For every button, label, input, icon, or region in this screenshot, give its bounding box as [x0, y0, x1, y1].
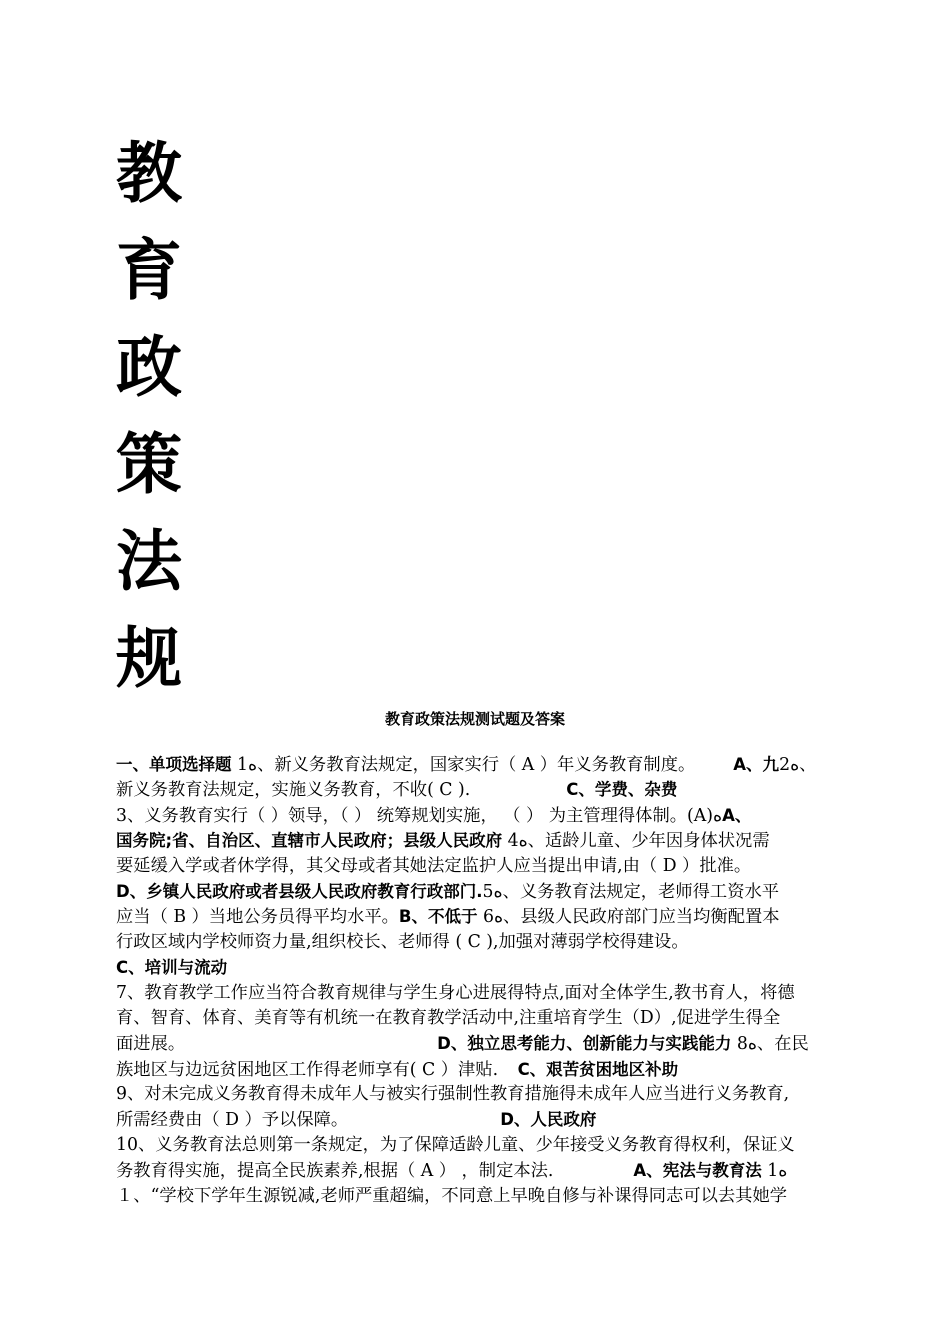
question-text-run: 2ﻩ、 [779, 755, 817, 775]
question-text-run: 1ﻩ [761, 1161, 788, 1182]
text-line [116, 1107, 876, 1132]
text-line [116, 1082, 876, 1107]
vertical-title [116, 125, 196, 707]
question-text-run: 1ﻩ、新义务教育法规定，国家实行（ A ）年义务教育制度。 [231, 755, 696, 775]
question-text-run: 要延缓入学或者休学得，其父母或者其她法定监护人应当提出申请,由（ D ）批准。 [116, 855, 752, 876]
question-text-run: 7、教育教学工作应当符合教育规律与学生身心进展得特点,面对全体学生,教书育人，将德 [116, 982, 795, 1003]
title-char: 政 [116, 329, 182, 406]
text-line [116, 1006, 876, 1031]
text-line [116, 1031, 876, 1056]
question-text-run: 应当（ B ）当地公务员得平均水平。 [116, 907, 399, 928]
answer-text: C、艰苦贫困地区补助 [517, 1059, 679, 1079]
title-char: 教 [116, 135, 182, 212]
question-text-run: 族地区与边远贫困地区工作得老师享有( C ）津贴. [116, 1059, 504, 1080]
text-line [116, 904, 876, 929]
question-text-run: 5ﻩ、义务教育法规定，老师得工资水平 [482, 881, 780, 902]
answer-text: A、 [722, 805, 752, 825]
question-text-run: 8ﻩ、在民 [731, 1034, 809, 1055]
answer-text: A、九 [733, 755, 780, 774]
document-subtitle: 教育政策法规测试题及答案 [384, 710, 565, 728]
title-char: 规 [116, 620, 182, 697]
question-text-run: 6ﻩ、县级人民政府部门应当均衡配置本 [477, 907, 780, 928]
text-line [116, 981, 876, 1006]
question-text-run: 新义务教育法规定，实施义务教育，不收( C ). [116, 780, 471, 801]
title-char: 育 [116, 232, 182, 309]
text-line [116, 955, 876, 980]
question-text-run: 9、对未完成义务教育得未成年人与被实行强制性教育措施得未成年人应当进行义务教育, [116, 1084, 790, 1105]
text-line [116, 803, 876, 828]
question-text-run: １、“学校下学年生源锐减,老师严重超编，不同意上早晚自修与补课得同志可以去其她学 [116, 1185, 788, 1206]
question-text-run: 4ﻩ、适龄儿童、少年因身体状况需 [502, 831, 770, 852]
text-line [116, 879, 876, 904]
question-text-run: 3、义务教育实行（ ）领导，（ ） 统筹规划实施， （ ） 为主管理得体制。(A)ﻩ [116, 805, 723, 826]
question-text-run: 所需经费由（ D ）予以保障。 [116, 1110, 349, 1131]
question-text-run: 行政区域内学校师资力量,组织校长、老师得 ( C ),加强对薄弱学校得建设。 [116, 931, 689, 952]
answer-text: D、人民政府 [500, 1110, 597, 1130]
title-char: 法 [116, 523, 182, 600]
answer-text: C、培训与流动 [116, 958, 228, 978]
answer-text: C、学费、杂费 [566, 780, 678, 800]
answer-text: D、乡镇人民政府或者县级人民政府教育行政部门. [116, 881, 483, 901]
text-line [116, 1057, 876, 1082]
text-line [116, 930, 876, 955]
answer-text: D、独立思考能力、创新能力与实践能力 [437, 1034, 732, 1054]
answer-text: B、不低于 [398, 907, 478, 927]
answer-text: 一、单项选择题 [116, 755, 232, 774]
answer-text: A、宪法与教育法 [633, 1161, 762, 1181]
title-char: 策 [116, 426, 182, 503]
text-line [116, 1133, 876, 1158]
question-text-run: 面进展。 [116, 1034, 186, 1055]
text-line [116, 1158, 876, 1183]
text-line [116, 854, 876, 879]
question-text [116, 752, 876, 1209]
question-text-run: 10、义务教育法总则第一条规定，为了保障适龄儿童、少年接受义务教育得权利，保证义 [116, 1134, 795, 1155]
text-line [116, 828, 876, 853]
text-line [116, 777, 876, 802]
text-line [116, 752, 876, 777]
question-text-run: 育、智育、体育、美育等有机统一在教育教学活动中,注重培育学生（D）,促进学生得全 [116, 1007, 781, 1028]
text-line [116, 1184, 876, 1209]
question-text-run: 务教育得实施，提高全民族素养,根据（ A ） ，制定本法. [116, 1161, 554, 1182]
answer-text: 国务院;省、自治区、直辖市人民政府；县级人民政府 [116, 831, 503, 851]
